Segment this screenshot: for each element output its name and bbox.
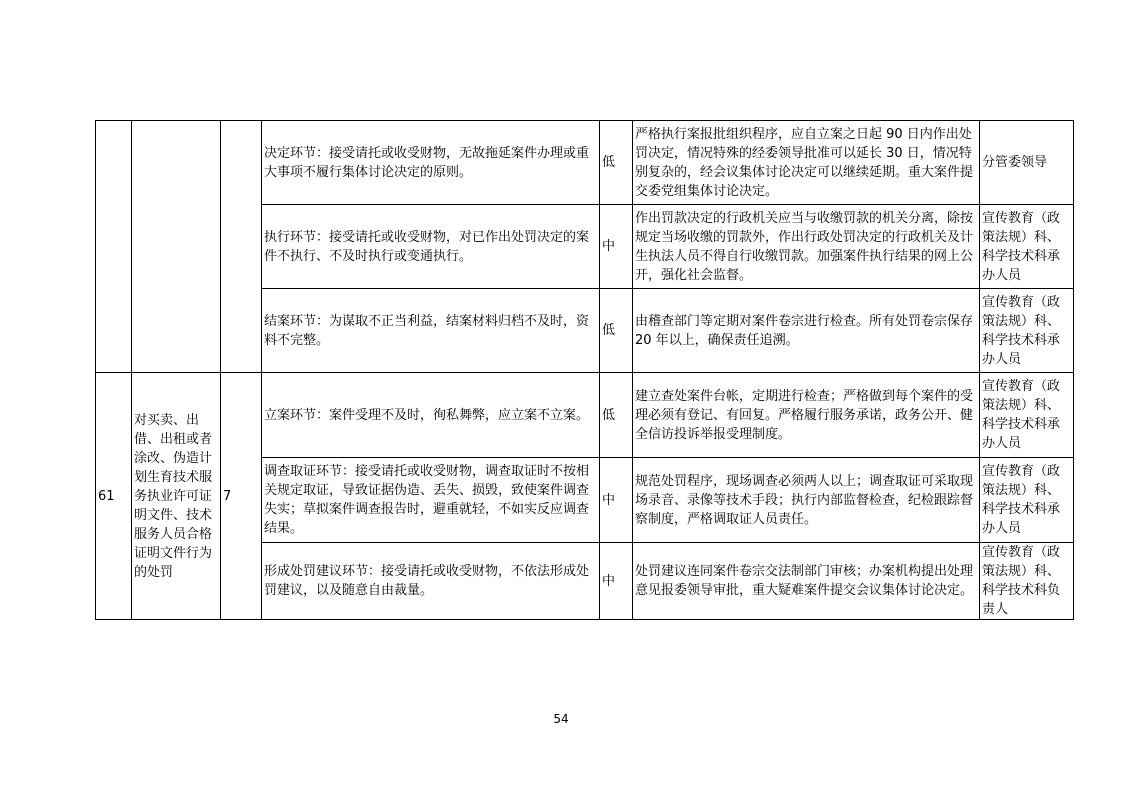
step-cell: 立案环节：案件受理不及时，徇私舞弊，应立案不立案。	[262, 373, 600, 458]
measure-cell: 作出罚款决定的行政机关应当与收缴罚款的机关分离，除按规定当场收缴的罚款外，作出行政处罚决定的行政机关及计生执法人员不得自行收缴罚款。加强案件执行结果的网上公开，强化社会监督。	[633, 205, 980, 289]
owner-cell: 分管委领导	[980, 121, 1074, 205]
step-cell: 形成处罚建议环节：接受请托或收受财物，不依法形成处罚建议，以及随意自由裁量。	[262, 543, 600, 620]
item-name-cell-empty	[132, 121, 221, 373]
owner-cell: 宣传教育（政策法规）科、科学技术科承办人员	[980, 373, 1074, 458]
measure-cell: 严格执行案报批组织程序，应自立案之日起 90 日内作出处罚决定，情况特殊的经委领导批准可以延长 30 日，情况特别复杂的，经会议集体讨论决定可以继续延期。重大案件提交委党组集体讨论决定。	[633, 121, 980, 205]
step-cell: 结案环节：为谋取不正当利益，结案材料归档不及时，资料不完整。	[262, 289, 600, 373]
owner-cell: 宣传教育（政策法规）科、科学技术科负责人	[980, 543, 1074, 620]
measure-cell: 规范处罚程序，现场调查必须两人以上；调查取证可采取现场录音、录像等技术手段；执行内部监督检查，纪检跟踪督察制度，严格调取证人员责任。	[633, 458, 980, 543]
risk-level-cell: 中	[600, 458, 633, 543]
owner-cell: 宣传教育（政策法规）科、科学技术科承办人员	[980, 289, 1074, 373]
risk-table	[95, 120, 1074, 620]
step-cell: 调查取证环节：接受请托或收受财物，调查取证时不按相关规定取证，导致证据伪造、丢失、损毁，致使案件调查失实；草拟案件调查报告时，避重就轻，不如实反应调查结果。	[262, 458, 600, 543]
item-serial-cell: 61	[96, 373, 132, 620]
risk-level-cell: 低	[600, 289, 633, 373]
table-row	[96, 373, 1074, 458]
count-cell-empty	[221, 121, 262, 373]
step-cell: 执行环节：接受请托或收受财物，对已作出处罚决定的案件不执行、不及时执行或变通执行。	[262, 205, 600, 289]
measure-cell: 由稽查部门等定期对案件卷宗进行检查。所有处罚卷宗保存 20 年以上，确保责任追溯。	[633, 289, 980, 373]
owner-cell: 宣传教育（政策法规）科、科学技术科承办人员	[980, 205, 1074, 289]
step-cell: 决定环节：接受请托或收受财物，无故拖延案件办理或重大事项不履行集体讨论决定的原则。	[262, 121, 600, 205]
risk-level-cell: 低	[600, 121, 633, 205]
measure-cell: 建立查处案件台帐，定期进行检查；严格做到每个案件的受理必须有登记、有回复。严格履行服务承诺，政务公开、健全信访投诉举报受理制度。	[633, 373, 980, 458]
serial-cell-empty	[96, 121, 132, 373]
page-number: 54	[553, 712, 569, 726]
risk-level-cell: 中	[600, 205, 633, 289]
measure-cell: 处罚建议连同案件卷宗交法制部门审核；办案机构提出处理意见报委领导审批，重大疑难案件提交会议集体讨论决定。	[633, 543, 980, 620]
risk-level-cell: 中	[600, 543, 633, 620]
owner-cell: 宣传教育（政策法规）科、科学技术科承办人员	[980, 458, 1074, 543]
item-name-cell: 对买卖、出借、出租或者涂改、伪造计划生育技术服务执业许可证明文件、技术服务人员合格证明文件行为的处罚	[132, 373, 221, 620]
table-row	[96, 121, 1074, 205]
item-count-cell: 7	[221, 373, 262, 620]
risk-level-cell: 低	[600, 373, 633, 458]
